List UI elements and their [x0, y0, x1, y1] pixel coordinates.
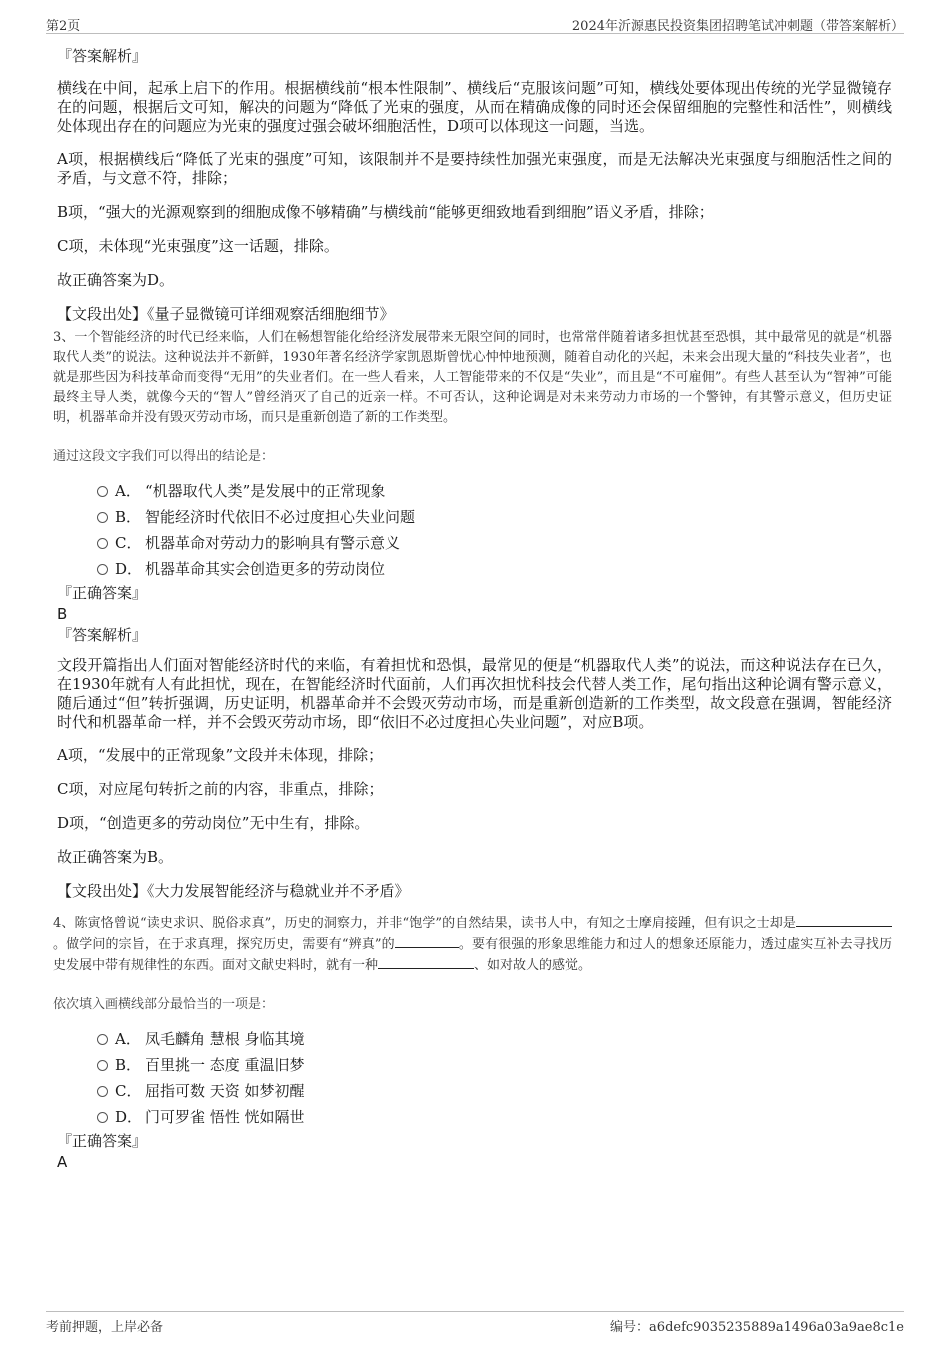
radio-button[interactable] [97, 1086, 108, 1097]
analysis-conclusion: 故正确答案为D。 [57, 271, 175, 289]
radio-button[interactable] [97, 1112, 108, 1123]
fill-blank-2 [395, 934, 459, 948]
option-b[interactable]: B． 百里挑一 态度 重温旧梦 [57, 1052, 892, 1078]
analysis-conclusion: 故正确答案为B。 [57, 848, 174, 866]
option-c[interactable]: C． 机器革命对劳动力的影响具有警示意义 [57, 530, 892, 556]
fill-blank-3 [378, 955, 474, 969]
analysis-option-d: D项，“创造更多的劳动岗位”无中生有，排除。 [57, 814, 370, 832]
correct-answer: A [57, 1153, 68, 1171]
document-serial: 编号：a6defc9035235889a1496a03a9ae8c1e [610, 1320, 904, 1335]
correct-answer-label: 『正确答案』 [57, 584, 148, 602]
correct-answer: B [57, 605, 68, 623]
analysis-label: 『答案解析』 [57, 626, 148, 644]
fill-blank-1 [796, 913, 892, 927]
radio-button[interactable] [97, 512, 108, 523]
analysis-option-c: C项，对应尾句转折之前的内容，非重点，排除； [57, 780, 384, 798]
option-c[interactable]: C． 屈指可数 天资 如梦初醒 [57, 1078, 892, 1104]
option-a[interactable]: A． “机器取代人类”是发展中的正常现象 [57, 478, 892, 504]
source-citation: 【文段出处】《量子显微镜可详细观察活细胞细节》 [57, 305, 395, 323]
radio-button[interactable] [97, 538, 108, 549]
analysis-option-a: A项，“发展中的正常现象”文段并未体现，排除； [57, 746, 384, 764]
analysis-label: 『答案解析』 [57, 47, 148, 65]
source-citation: 【文段出处】《大力发展智能经济与稳就业并不矛盾》 [57, 882, 410, 900]
radio-button[interactable] [97, 486, 108, 497]
question-3-prompt: 通过这段文字我们可以得出的结论是： [53, 449, 275, 464]
analysis-option-a: A项，根据横线后“降低了光束的强度”可知，该限制并不是要持续性加强光束强度，而是无法解决光束强度与细胞活性之间的矛盾，与文意不符，排除； [57, 150, 892, 187]
radio-button[interactable] [97, 1034, 108, 1045]
option-b[interactable]: B． 智能经济时代依旧不必过度担心失业问题 [57, 504, 892, 530]
page-header [46, 13, 904, 34]
radio-button[interactable] [97, 564, 108, 575]
radio-button[interactable] [97, 1060, 108, 1071]
question-3-options [57, 478, 892, 582]
footer-slogan: 考前押题，上岸必备 [46, 1320, 164, 1335]
analysis-option-c: C项，未体现“光束强度”这一话题，排除。 [57, 237, 339, 255]
option-d[interactable]: D． 门可罗雀 悟性 恍如隔世 [57, 1104, 892, 1130]
question-4-options [57, 1026, 892, 1130]
analysis-option-b: B项，“强大的光源观察到的细胞成像不够精确”与横线前“能够更细致地看到细胞”语义矛盾，排除； [57, 203, 714, 221]
question-4-prompt: 依次填入画横线部分最恰当的一项是： [53, 997, 275, 1012]
correct-answer-label: 『正确答案』 [57, 1132, 148, 1150]
page-number: 第2页 [46, 19, 81, 34]
option-d[interactable]: D． 机器革命其实会创造更多的劳动岗位 [57, 556, 892, 582]
document-title: 2024年沂源惠民投资集团招聘笔试冲刺题（带答案解析） [571, 19, 904, 34]
question-3-text: 3、一个智能经济的时代已经来临，人们在畅想智能化给经济发展带来无限空间的同时，也常常伴随着诸多担忧甚至恐惧，其中最常见的就是“机器取代人类”的说法。这种说法并不新鲜，1930年著名经济学家凯恩斯曾忧心忡忡地预测，随着自动化的兴起，未来会出现大量的“科技失业者”，也就是那些因为科技革命而变得“无用”的失业者们。在一些人看来，人工智能带来的不仅是“失业”，而且是“不可雇佣”。有些人甚至认为“智神”可能最终主导人类，就像今天的“智人”曾经消灭了自己的近亲一样。不可否认，这种论调是对未来劳动力市场的一个警钟，有其警示意义，但历史证明，机器革命并没有毁灭劳动市场，而只是重新创造了新的工作类型。 [53, 330, 892, 425]
analysis-paragraph: 横线在中间，起承上启下的作用。根据横线前“根本性限制”、横线后“克服该问题”可知，横线处要体现出传统的光学显微镜存在的问题，根据后文可知，解决的问题为“降低了光束的强度，从而在精确成像的同时还会保留细胞的完整性和活性”，则横线处体现出存在的问题应为光束的强度过强会破坏细胞活性，D项可以体现这一问题，当选。 [57, 79, 892, 135]
option-a[interactable]: A． 凤毛麟角 慧根 身临其境 [57, 1026, 892, 1052]
question-4-text: 4、陈寅恪曾说“读史求识、脱俗求真”，历史的洞察力，并非“饱学”的自然结果，读书人中，有知之士摩肩接踵，但有识之士却是。做学问的宗旨，在于求真理，探究历史，需要有“辨真”的 。要有很强的形象思维能力和过人的想象还原能力，透过虚实互补去寻找历史发展中带有规律性的东西。面对文献史料时，就有一种 、如对故人的感觉。 [53, 913, 892, 976]
page-content [53, 45, 892, 1172]
analysis-paragraph: 文段开篇指出人们面对智能经济时代的来临，有着担忧和恐惧，最常见的便是“机器取代人类”的说法，而这种说法存在已久，在1930年就有人有此担忧，现在，在智能经济时代面前，人们再次担忧科技会代替人类工作，尾句指出这种论调有警示意义，随后通过“但”转折强调，历史证明，机器革命并不会毁灭劳动市场，而是重新创造新的工作类型，故文段意在强调，智能经济时代和机器革命一样，并不会毁灭劳动市场，即“依旧不必过度担心失业问题”，对应B项。 [57, 656, 892, 731]
page-footer [46, 1311, 904, 1334]
